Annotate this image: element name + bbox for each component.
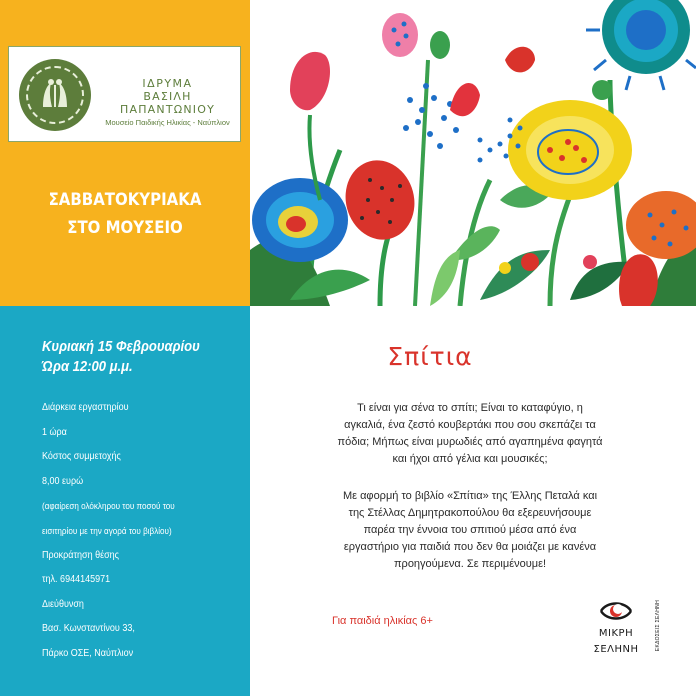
para2-line: της Στέλλας Δημητρακοπούλου θα εξερευνήσουμε — [348, 507, 592, 519]
foundation-logo — [8, 46, 241, 142]
description-paragraph-2 — [310, 488, 630, 573]
eye-moon-icon — [599, 598, 633, 624]
foundation-name-line1: ΙΔΡΥΜΑ — [142, 77, 193, 90]
description-area — [250, 306, 696, 696]
museum-name: Μουσείο Παιδικής Ηλικίας - Ναύπλιον — [105, 118, 230, 127]
address-line1: Βασ. Κωνσταντίνου 33, — [42, 623, 135, 635]
booking-label: Προκράτηση θέσης — [42, 549, 119, 561]
booking-phone: τηλ. 6944145971 — [42, 574, 111, 586]
foundation-seal-icon — [19, 59, 91, 131]
cost-value: 8,00 ευρώ — [42, 475, 84, 487]
header-panel — [0, 0, 250, 306]
para2-line: εργαστήριο για παιδιά που δεν θα μοιάζει με κανένα — [343, 541, 597, 553]
weekend-title-line1: ΣΑΒΒΑΤΟΚΥΡΙΑΚΑ — [48, 190, 202, 210]
para2-line: Με αφορμή το βιβλίο «Σπίτια» της Έλλης Πεταλά και — [342, 490, 598, 502]
duration-label: Διάρκεια εργαστηρίου — [42, 402, 129, 413]
cost-label: Κόστος συμμετοχής — [42, 451, 121, 463]
cost-note-line2: εισιτηρίου με την αγορά του βιβλίου) — [42, 525, 172, 536]
publisher-name-line1: ΜΙΚΡΗ — [598, 628, 634, 639]
publisher-name-line2: ΣΕΛΗΝΗ — [593, 644, 639, 655]
event-date: Κυριακή 15 Φεβρουαρίου — [42, 339, 200, 355]
event-details — [42, 396, 242, 667]
publisher-vertical-text: ΕΚΔΟΣΕΙΣ ΣΕΛΗΝΗ — [655, 600, 661, 652]
foundation-name-line2: ΒΑΣΙΛΗ ΠΑΠΑΝΤΩΝΙΟΥ — [120, 90, 215, 116]
publisher-logo — [584, 598, 648, 656]
workshop-title: Σπίτια — [387, 342, 473, 371]
age-note: Για παιδιά ηλικίας 6+ — [332, 615, 433, 627]
description-paragraph-1 — [310, 400, 630, 468]
para1-line: και ήχοι από γέλια και μουσικές; — [392, 453, 548, 465]
weekend-title — [15, 186, 235, 242]
para1-line: αγκαλιά, ένα ζεστό κουβερτάκι που σου σκεπάζει τα — [344, 419, 596, 431]
weekend-title-line2: ΣΤΟ ΜΟΥΣΕΙΟ — [67, 218, 183, 238]
cost-note-line1: (αφαίρεση ολόκληρου του ποσού του — [42, 501, 175, 512]
address-line2: Πάρκο ΟΣΕ, Ναύπλιον — [42, 647, 134, 659]
para2-line: παρέα την έννοια του σπιτιού μέσα από ένα — [363, 524, 577, 536]
para1-line: πόδια; Μήπως είναι μυρωδιές από αγαπημένα φαγητά — [337, 436, 603, 448]
floral-illustration — [250, 0, 696, 306]
event-time: Ώρα 12:00 μ.μ. — [42, 359, 133, 375]
event-info-panel — [0, 306, 250, 696]
duration-value: 1 ώρα — [42, 426, 67, 438]
para2-line: προηγούμενα. Σε περιμένουμε! — [393, 558, 547, 570]
address-label: Διεύθυνση — [42, 598, 84, 610]
para1-line: Τι είναι για σένα το σπίτι; Είναι το καταφύγιο, η — [357, 402, 583, 414]
